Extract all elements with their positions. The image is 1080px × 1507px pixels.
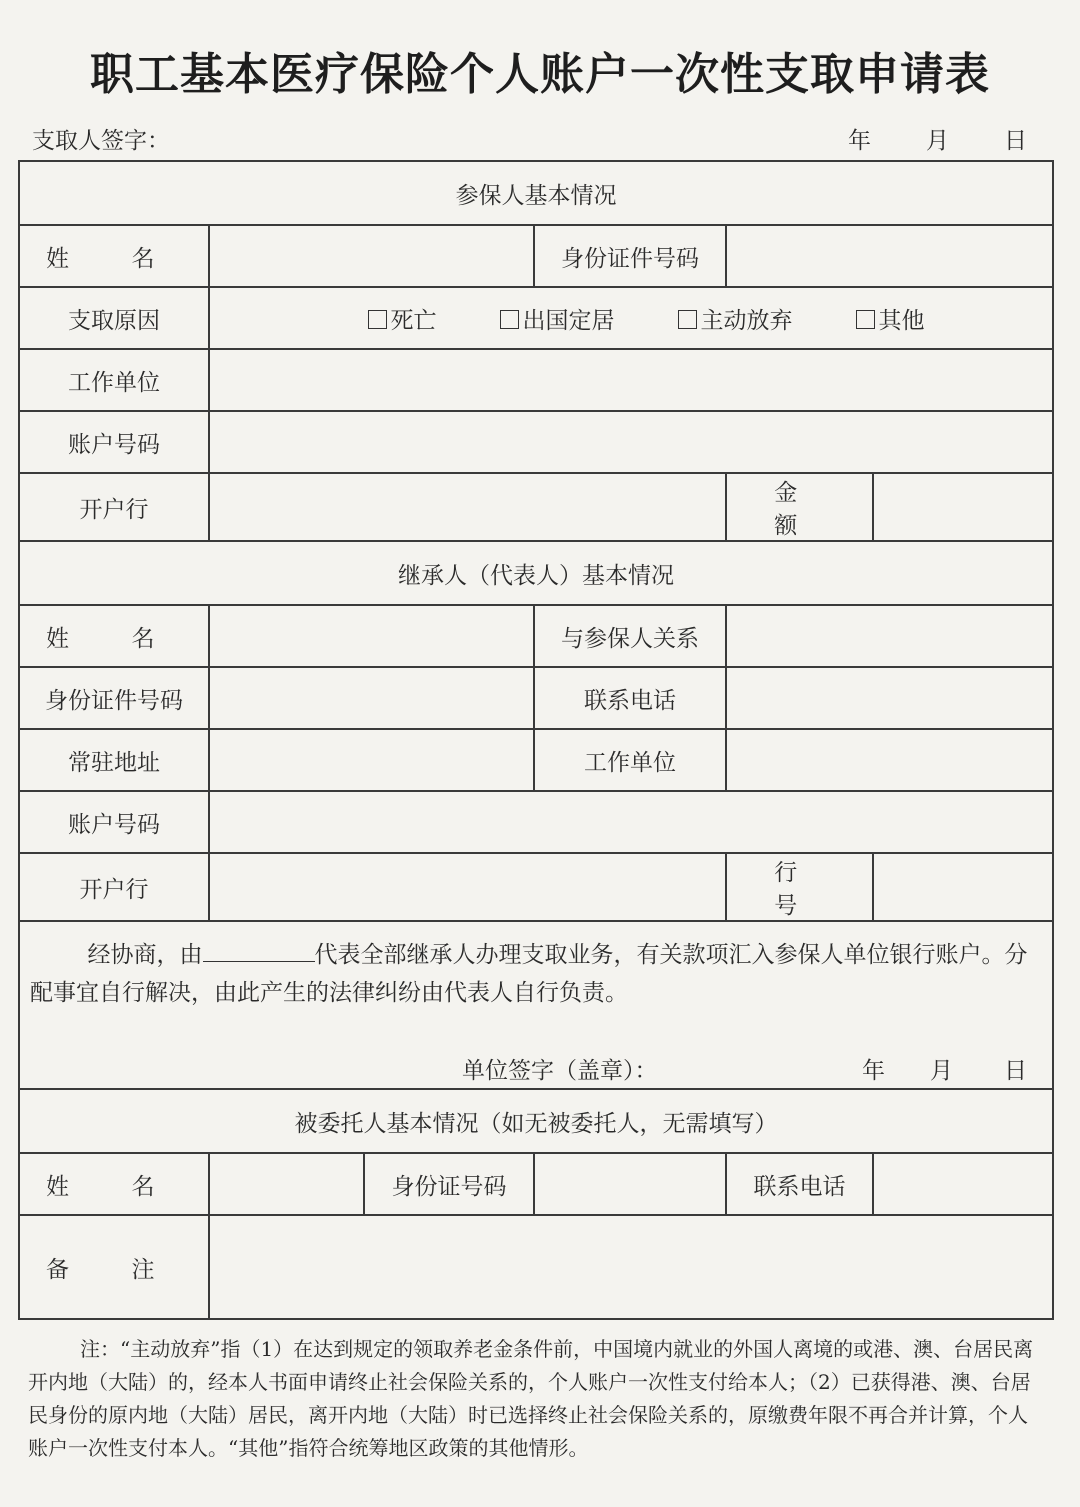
reason-label: 支取原因: [19, 287, 209, 349]
form-title: 职工基本医疗保险个人账户一次性支取申请表: [90, 49, 990, 100]
insured-bank-label: 开户行: [19, 473, 209, 541]
agreement-block: [19, 921, 1053, 1089]
heir-phone-label: 联系电话: [534, 667, 726, 729]
checkbox[interactable]: [500, 310, 519, 329]
checkbox[interactable]: [856, 310, 875, 329]
insured-section-title: 参保人基本情况: [19, 161, 1053, 225]
trustee-phone-field[interactable]: [873, 1153, 1053, 1215]
heir-phone-field[interactable]: [726, 667, 1053, 729]
insured-name-label: 姓 名: [19, 225, 209, 287]
amount-field[interactable]: [873, 473, 1053, 541]
trustee-id-label: 身份证号码: [364, 1153, 534, 1215]
heir-bank-field[interactable]: [209, 853, 726, 921]
insured-id-field[interactable]: [726, 225, 1053, 287]
insured-employer-label: 工作单位: [19, 349, 209, 411]
checkbox[interactable]: [678, 310, 697, 329]
heir-bank-label: 开户行: [19, 853, 209, 921]
date-month: 月: [926, 128, 949, 154]
date-year: 年: [848, 128, 871, 154]
bank-no-field[interactable]: [873, 853, 1053, 921]
bank-no-label: 行 号: [726, 853, 873, 921]
trustee-name-label: 姓 名: [19, 1153, 209, 1215]
heir-relation-label: 与参保人关系: [534, 605, 726, 667]
heir-account-field[interactable]: [209, 791, 1053, 853]
heir-address-label: 常驻地址: [19, 729, 209, 791]
reason-voluntary-option[interactable]: 主动放弃: [678, 302, 793, 335]
unit-date-year: 年: [862, 1058, 885, 1084]
application-form: [18, 160, 1054, 1320]
date-day: 日: [1004, 128, 1027, 154]
unit-signature-label: 单位签字（盖章）：: [462, 1058, 658, 1084]
heir-account-label: 账户号码: [19, 791, 209, 853]
remark-label: 备 注: [19, 1215, 209, 1319]
heir-employer-label: 工作单位: [534, 729, 726, 791]
insured-employer-field[interactable]: [209, 349, 1053, 411]
remark-field[interactable]: [209, 1215, 1053, 1319]
agreement-text: 经协商，由 代表全部继承人办理支取业务，有关款项汇入参保人单位银行账户。分配事宜自行解决，由此产生的法律纠纷由代表人自行负责。: [30, 936, 1042, 1012]
heir-section-title: 继承人（代表人）基本情况: [19, 541, 1053, 605]
insured-id-label: 身份证件号码: [534, 225, 726, 287]
checkbox[interactable]: [368, 310, 387, 329]
insured-account-field[interactable]: [209, 411, 1053, 473]
heir-address-field[interactable]: [209, 729, 534, 791]
heir-employer-field[interactable]: [726, 729, 1053, 791]
representative-blank[interactable]: [203, 939, 315, 962]
unit-date-month: 月: [930, 1058, 953, 1084]
insured-name-field[interactable]: [209, 225, 534, 287]
insured-account-label: 账户号码: [19, 411, 209, 473]
heir-relation-field[interactable]: [726, 605, 1053, 667]
heir-id-field[interactable]: [209, 667, 534, 729]
signer-signature-label: 支取人签字：: [32, 128, 170, 154]
heir-name-field[interactable]: [209, 605, 534, 667]
insured-bank-field[interactable]: [209, 473, 726, 541]
heir-id-label: 身份证件号码: [19, 667, 209, 729]
reason-emigrate-option[interactable]: 出国定居: [500, 302, 615, 335]
unit-date-day: 日: [1004, 1058, 1027, 1084]
trustee-section-title: 被委托人基本情况（如无被委托人，无需填写）: [19, 1089, 1053, 1153]
amount-label: 金 额: [726, 473, 873, 541]
trustee-id-field[interactable]: [534, 1153, 726, 1215]
heir-name-label: 姓 名: [19, 605, 209, 667]
trustee-name-field[interactable]: [209, 1153, 364, 1215]
footnote: 注：“主动放弃”指（1）在达到规定的领取养老金条件前，中国境内就业的外国人离境的或港、澳、台居民离开内地（大陆）的，经本人书面申请终止社会保险关系的，个人账户一次性支付给本人；（2）已获得港、澳、台居民身份的原内地（大陆）居民，离开内地（大陆）时已选择终止社会保险关系的，原缴费年限不再合并计算，个人账户一次性支付本人。“其他”指符合统筹地区政策的其他情形。: [28, 1337, 1034, 1460]
reason-other-option[interactable]: 其他: [856, 302, 925, 335]
reason-options: [209, 287, 1053, 349]
reason-death-option[interactable]: 死亡: [368, 302, 437, 335]
trustee-phone-label: 联系电话: [726, 1153, 873, 1215]
